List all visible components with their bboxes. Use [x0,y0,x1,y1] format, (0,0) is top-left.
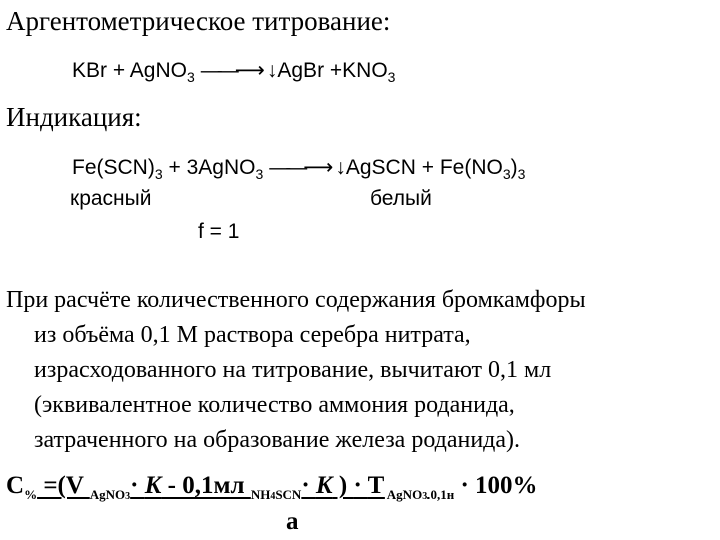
paragraph-line-4: (эквивалентное количество аммония роданида, [34,392,515,418]
reaction2-left-sub1: 3 [154,166,163,183]
paragraph-line-2: из объёма 0,1 М раствора серебра нитрата, [34,322,471,348]
formula-scn-sub: SCN [275,487,302,502]
formula-percent: 100% [475,472,538,499]
formula-t: T [367,472,385,499]
label-white: белый [370,187,432,210]
reaction-kbr-agno3 [72,58,395,85]
reaction2-right-sub1: 3 [502,166,511,183]
reaction2-right-a: ↓AgSCN + Fe(NO [335,156,503,179]
formula-dot2: · [301,472,316,499]
formula-k1: K [144,472,162,499]
formula-t-sub: AgNO [384,487,423,502]
formula-denominator: a [286,508,299,535]
formula-t-sub-b: 0,1н [427,487,455,502]
formula-dot3: · [353,472,368,499]
calculation-formula [6,472,538,503]
formula-c-sub: % [24,487,38,502]
reaction2-arrow-icon: ——⟶ [269,156,330,179]
formula-open: =(V [37,472,90,499]
paragraph-line-1: При расчёте количественного содержания бромкамфоры [6,287,586,313]
formula-c: C [6,472,25,499]
formula-nh-sub4: 4 [270,491,276,502]
heading-argentometric-titration: Аргентометрическое титрование: [6,6,391,36]
formula-close: ) [332,472,354,499]
paragraph-line-5: затраченного на образование железа роданида). [34,427,521,453]
reaction-arrow-icon: ——⟶ [200,59,261,82]
reaction1-left-sub: 3 [186,69,195,86]
formula-t-sub3: 3 [422,491,428,502]
label-red: красный [70,187,152,210]
reaction-fescn-agno3 [72,155,525,182]
reaction2-left-a: Fe(SCN) [72,156,155,179]
formula-dot1: · [130,472,145,499]
formula-v-sub: AgNO [89,487,126,502]
reaction2-right-sub2: 3 [517,166,526,183]
formula-nh-sub: NH [250,487,271,502]
formula-numerator [37,472,455,502]
paragraph-line-3: израсходованного на титрование, вычитают 0,1 мл [34,357,552,383]
formula-dot4: · [454,472,476,499]
reaction1-left: KBr + AgNO [72,59,187,82]
reaction1-right-sub: 3 [387,69,396,86]
reaction2-left-b: + 3AgNO [162,156,256,179]
heading-indication: Индикация: [6,102,142,132]
formula-k2: K [315,472,333,499]
reaction2-left-sub2: 3 [255,166,264,183]
formula-minus: - 0,1мл [161,472,251,499]
reaction2-right-b: ) [510,156,518,179]
reaction1-right: ↓AgBr +KNO [266,59,388,82]
formula-v-sub3: 3 [125,491,131,502]
factor-label: f = 1 [198,220,240,243]
